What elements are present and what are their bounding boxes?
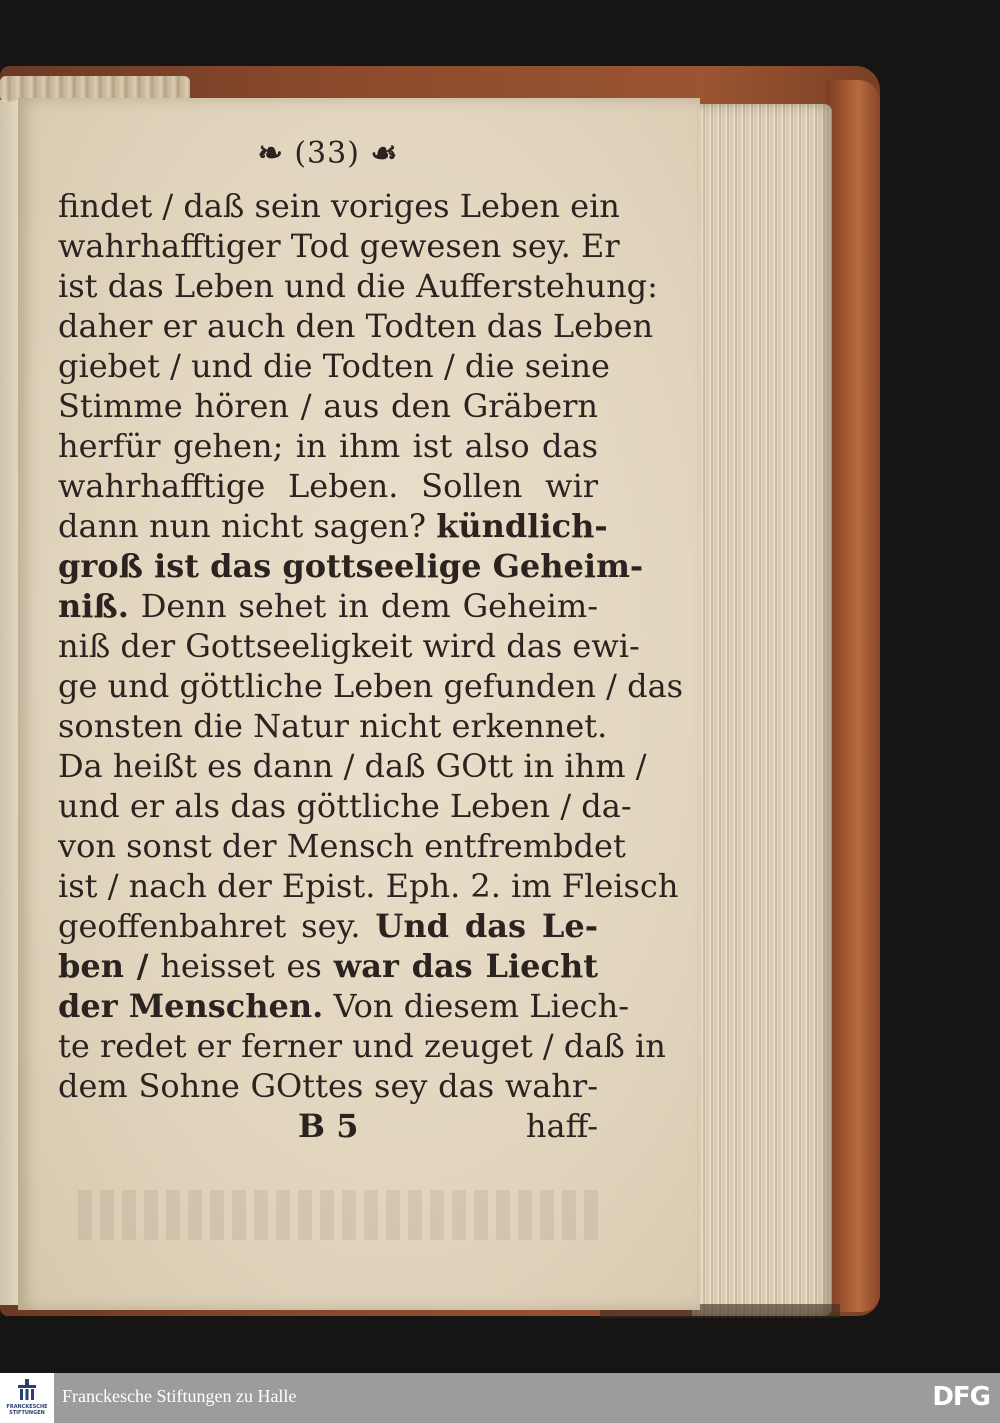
catchword: haff- — [525, 1107, 598, 1145]
emphasis: Und das Le- — [375, 907, 598, 945]
emphasis: der Menschen. — [58, 987, 324, 1025]
text-line: geoffenbahret sey. Und das Le- — [58, 907, 598, 945]
text-line: der Menschen. Von diesem Liech- — [58, 987, 629, 1025]
book-cover-edge — [826, 80, 880, 1312]
institution-name-link[interactable]: Franckesche Stiftungen zu Halle — [62, 1386, 297, 1406]
page-header — [58, 134, 598, 186]
text-line: sonsten die Natur nicht erkennet. — [58, 707, 608, 745]
text-line: dem Sohne GOttes sey das wahr- — [58, 1067, 598, 1105]
emphasis: war das Liecht — [333, 947, 599, 985]
logo-caption: FRANCKESCHE STIFTUNGEN — [6, 1404, 48, 1416]
institution-logo[interactable] — [0, 1373, 54, 1423]
text-line: wahrhafftige Leben. Sollen wir — [58, 467, 598, 505]
emphasis: kündlich- — [436, 507, 608, 545]
text-line: te redet er ferner und zeuget / daß in — [58, 1027, 666, 1065]
text-line: und er als das göttliche Leben / da- — [58, 787, 632, 825]
text-line: ge und göttliche Leben gefunden / das — [58, 667, 684, 705]
text-line: Stimme hören / aus den Gräbern — [58, 387, 598, 425]
text-line: ist / nach der Epist. Eph. 2. im Fleisch — [58, 867, 679, 905]
page-text — [58, 134, 684, 1146]
text-line: niß der Gottseeligkeit wird das ewi- — [58, 627, 640, 665]
text-line: ist das Leben und die Aufferstehung: — [58, 267, 658, 305]
page-footer — [58, 1106, 598, 1146]
viewer-footer-bar — [0, 1373, 1000, 1423]
page-number: (33) — [294, 136, 360, 171]
emphasis: niß. — [58, 587, 129, 625]
text-line: niß. Denn sehet in dem Geheim- — [58, 587, 598, 625]
text-line: findet / daß sein voriges Leben ein — [58, 187, 620, 225]
text-line: ben / heisset es war das Liecht — [58, 947, 599, 985]
show-through-text — [78, 1190, 598, 1240]
text-line: herfür gehen; in ihm ist also das — [58, 427, 598, 465]
ornament-left: ❧ — [257, 136, 284, 171]
text-line: daher er auch den Todten das Leben — [58, 307, 654, 345]
signature-mark: B 5 — [298, 1107, 359, 1145]
text-line: giebet / und die Todten / die seine — [58, 347, 610, 385]
text-line: wahrhafftiger Tod gewesen sey. Er — [58, 227, 620, 265]
ornament-right: ☙ — [370, 136, 399, 171]
text-line: groß ist das gottseelige Geheim- — [58, 547, 644, 585]
text-line: Da heißt es dann / daß GOtt in ihm / — [58, 747, 647, 785]
francke-emblem-icon — [15, 1379, 39, 1401]
text-line: von sonst der Mensch entfrembdet — [58, 827, 626, 865]
text-line: dann nun nicht sagen? kündlich- — [58, 507, 608, 545]
page-edges — [692, 104, 832, 1316]
emphasis: ben / — [58, 947, 149, 985]
dfg-logo[interactable]: DFG — [932, 1382, 990, 1412]
left-page-sliver — [0, 100, 20, 1305]
